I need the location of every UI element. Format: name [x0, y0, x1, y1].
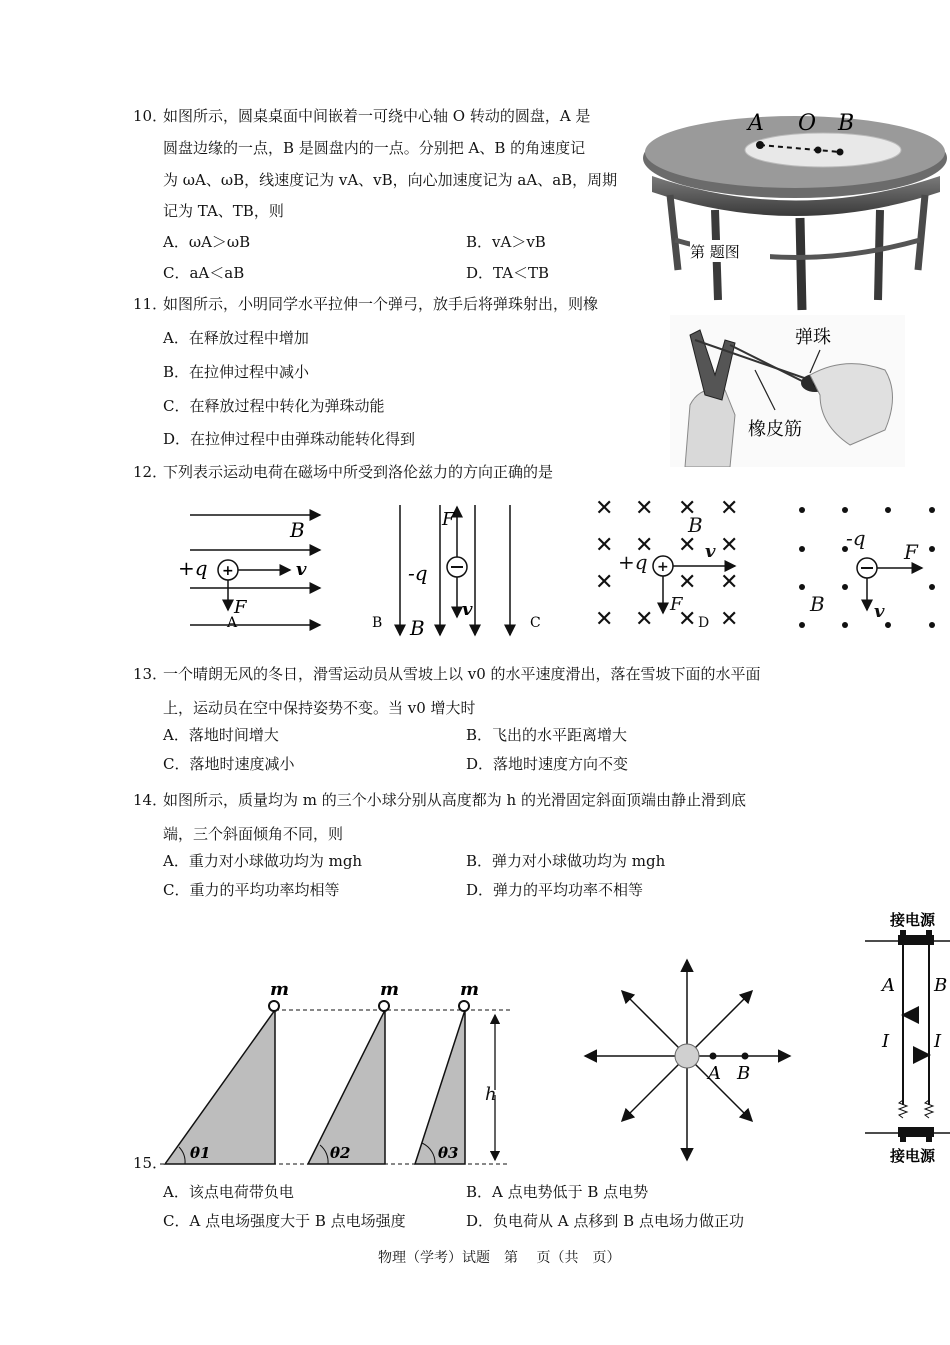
q10-stem-line1: 如图所示，圆桌桌面中间嵌着一可绕中心轴 O 转动的圆盘，A 是 — [163, 107, 591, 125]
q13-option-c: C．落地时速度减小 — [163, 755, 295, 773]
q13-option-d: D．落地时速度方向不变 — [466, 755, 629, 773]
panel-a-letter: A — [227, 615, 238, 631]
svg-text:+: + — [657, 559, 669, 575]
svg-text:✕: ✕ — [595, 570, 614, 595]
panel-d-q-label: +q — [618, 550, 648, 574]
incline-h-label: h — [485, 1084, 497, 1105]
panel-e-q-label: -q — [846, 526, 866, 550]
panel-d-v-label: v — [705, 541, 716, 562]
incline-theta-2: θ2 — [330, 1144, 351, 1162]
q15-option-b: B．A 点电势低于 B 点电势 — [466, 1183, 649, 1201]
panel-d-b-label: B — [688, 513, 703, 537]
svg-text:✕: ✕ — [720, 533, 739, 558]
svg-text:✕: ✕ — [678, 607, 697, 632]
wire-bottom-label: 接电源 — [890, 1147, 936, 1165]
q14-number: 14． — [133, 791, 168, 809]
slingshot-label-rubber: 橡皮筋 — [748, 419, 802, 440]
incline-m-label-3: m — [460, 979, 480, 1000]
table-label-a: A — [748, 111, 764, 136]
q14-stem-line1: 如图所示，质量均为 m 的三个小球分别从高度都为 h 的光滑固定斜面顶端由静止滑到底 — [163, 791, 746, 809]
panel-c-letter: C — [530, 615, 541, 631]
inclines-figure — [160, 960, 520, 1170]
q14-stem-line2: 端，三个斜面倾角不同，则 — [163, 825, 344, 843]
panel-d-letter: D — [698, 615, 710, 631]
q10-option-a: A．ωA＞ωB — [163, 233, 251, 251]
panel-b — [372, 505, 541, 640]
q11-option-b: B．在拉伸过程中减小 — [163, 363, 310, 381]
panel-b-q-label: -q — [408, 561, 428, 585]
q12-stem: 下列表示运动电荷在磁场中所受到洛伦兹力的方向正确的是 — [163, 463, 554, 481]
q13-stem-line2: 上，运动员在空中保持姿势不变。当 v0 增大时 — [163, 699, 476, 717]
q10-stem-line2: 圆盘边缘的一点，B 是圆盘内的一点。分别把 A、B 的角速度记 — [163, 139, 586, 157]
panel-a-q-label: +q — [178, 556, 208, 580]
svg-text:+: + — [222, 563, 234, 579]
panel-a-v-label: v — [296, 559, 307, 580]
q11-stem: 如图所示，小明同学水平拉伸一个弹弓，放手后将弹珠射出，则橡 — [163, 295, 599, 313]
panel-e-b-label: B — [810, 592, 825, 616]
point-charge-field-figure — [580, 955, 795, 1165]
svg-text:✕: ✕ — [595, 607, 614, 632]
lorentz-force-figures — [170, 495, 950, 640]
q10-option-b: B．vA＞vB — [466, 233, 546, 251]
q13-option-b: B．飞出的水平距离增大 — [466, 726, 628, 744]
panel-e — [799, 507, 935, 628]
panel-b-letter: B — [372, 615, 383, 631]
q14-option-c: C．重力的平均功率均相等 — [163, 881, 340, 899]
wire-current-right: I — [934, 1031, 942, 1052]
panel-d — [595, 496, 738, 632]
panel-a — [178, 515, 320, 631]
svg-text:✕: ✕ — [635, 496, 654, 521]
q14-option-a: A．重力对小球做功均为 mgh — [163, 852, 363, 870]
svg-text:✕: ✕ — [720, 496, 739, 521]
q11-option-c: C．在释放过程中转化为弹珠动能 — [163, 397, 385, 415]
svg-text:✕: ✕ — [595, 496, 614, 521]
q10-stem-line4: 记为 TA、TB，则 — [163, 202, 284, 220]
wire-current-left: I — [882, 1031, 890, 1052]
svg-text:✕: ✕ — [678, 570, 697, 595]
table-label-b: B — [838, 111, 855, 136]
q15-option-c: C．A 点电场强度大于 B 点电场强度 — [163, 1212, 406, 1230]
incline-m-label-2: m — [380, 979, 400, 1000]
svg-text:✕: ✕ — [678, 533, 697, 558]
incline-m-label-1: m — [270, 979, 290, 1000]
q10-option-c: C．aA＜aB — [163, 264, 245, 282]
panel-a-f-label: F — [234, 597, 247, 618]
svg-text:✕: ✕ — [595, 533, 614, 558]
wire-label-b: B — [934, 975, 948, 996]
panel-b-b-label: B — [410, 616, 425, 640]
q15-option-d: D．负电荷从 A 点移到 B 点电场力做正功 — [466, 1212, 744, 1230]
q15-option-a: A．该点电荷带负电 — [163, 1183, 294, 1201]
page-footer: 物理（学考）试题 第 页（共 页） — [378, 1250, 621, 1266]
slingshot-figure — [670, 315, 905, 467]
q11-option-a: A．在释放过程中增加 — [163, 329, 309, 347]
q11-number: 11． — [133, 295, 168, 313]
q14-option-d: D．弹力的平均功率不相等 — [466, 881, 644, 899]
table-label-o: O — [798, 111, 817, 136]
slingshot-label-pellet: 弹珠 — [795, 327, 831, 348]
svg-text:✕: ✕ — [678, 496, 697, 521]
svg-text:✕: ✕ — [635, 607, 654, 632]
panel-d-f-label: F — [670, 594, 683, 615]
svg-text:✕: ✕ — [720, 607, 739, 632]
table-figure-caption: 第 题图 — [690, 243, 740, 261]
field-point-b: B — [737, 1063, 751, 1084]
svg-text:✕: ✕ — [635, 533, 654, 558]
wire-top-label: 接电源 — [890, 911, 936, 929]
panel-a-b-label: B — [290, 518, 305, 542]
q13-stem-line1: 一个晴朗无风的冬日，滑雪运动员从雪坡上以 v0 的水平速度滑出，落在雪坡下面的水平面 — [163, 665, 761, 683]
q12-number: 12． — [133, 463, 168, 481]
svg-text:✕: ✕ — [720, 570, 739, 595]
field-point-a: A — [708, 1063, 721, 1084]
q15-number: 15． — [133, 1154, 168, 1172]
incline-theta-3: θ3 — [438, 1144, 459, 1162]
wire-label-a: A — [882, 975, 895, 996]
panel-b-f-label: F — [442, 509, 455, 530]
panel-b-v-label: v — [462, 599, 473, 620]
q10-stem-line3: 为 ωA、ωB，线速度记为 vA、vB，向心加速度记为 aA、aB，周期 — [163, 171, 618, 189]
q13-option-a: A．落地时间增大 — [163, 726, 279, 744]
q11-option-d: D．在拉伸过程中由弹珠动能转化得到 — [163, 430, 416, 448]
parallel-wires-figure — [860, 905, 950, 1170]
q14-option-b: B．弹力对小球做功均为 mgh — [466, 852, 666, 870]
panel-e-f-label: F — [904, 540, 918, 564]
incline-theta-1: θ1 — [190, 1144, 211, 1162]
round-table-figure — [640, 100, 950, 315]
panel-e-v-label: v — [874, 601, 885, 622]
q13-number: 13． — [133, 665, 168, 683]
q10-number: 10． — [133, 107, 168, 125]
q10-option-d: D．TA＜TB — [466, 264, 550, 282]
